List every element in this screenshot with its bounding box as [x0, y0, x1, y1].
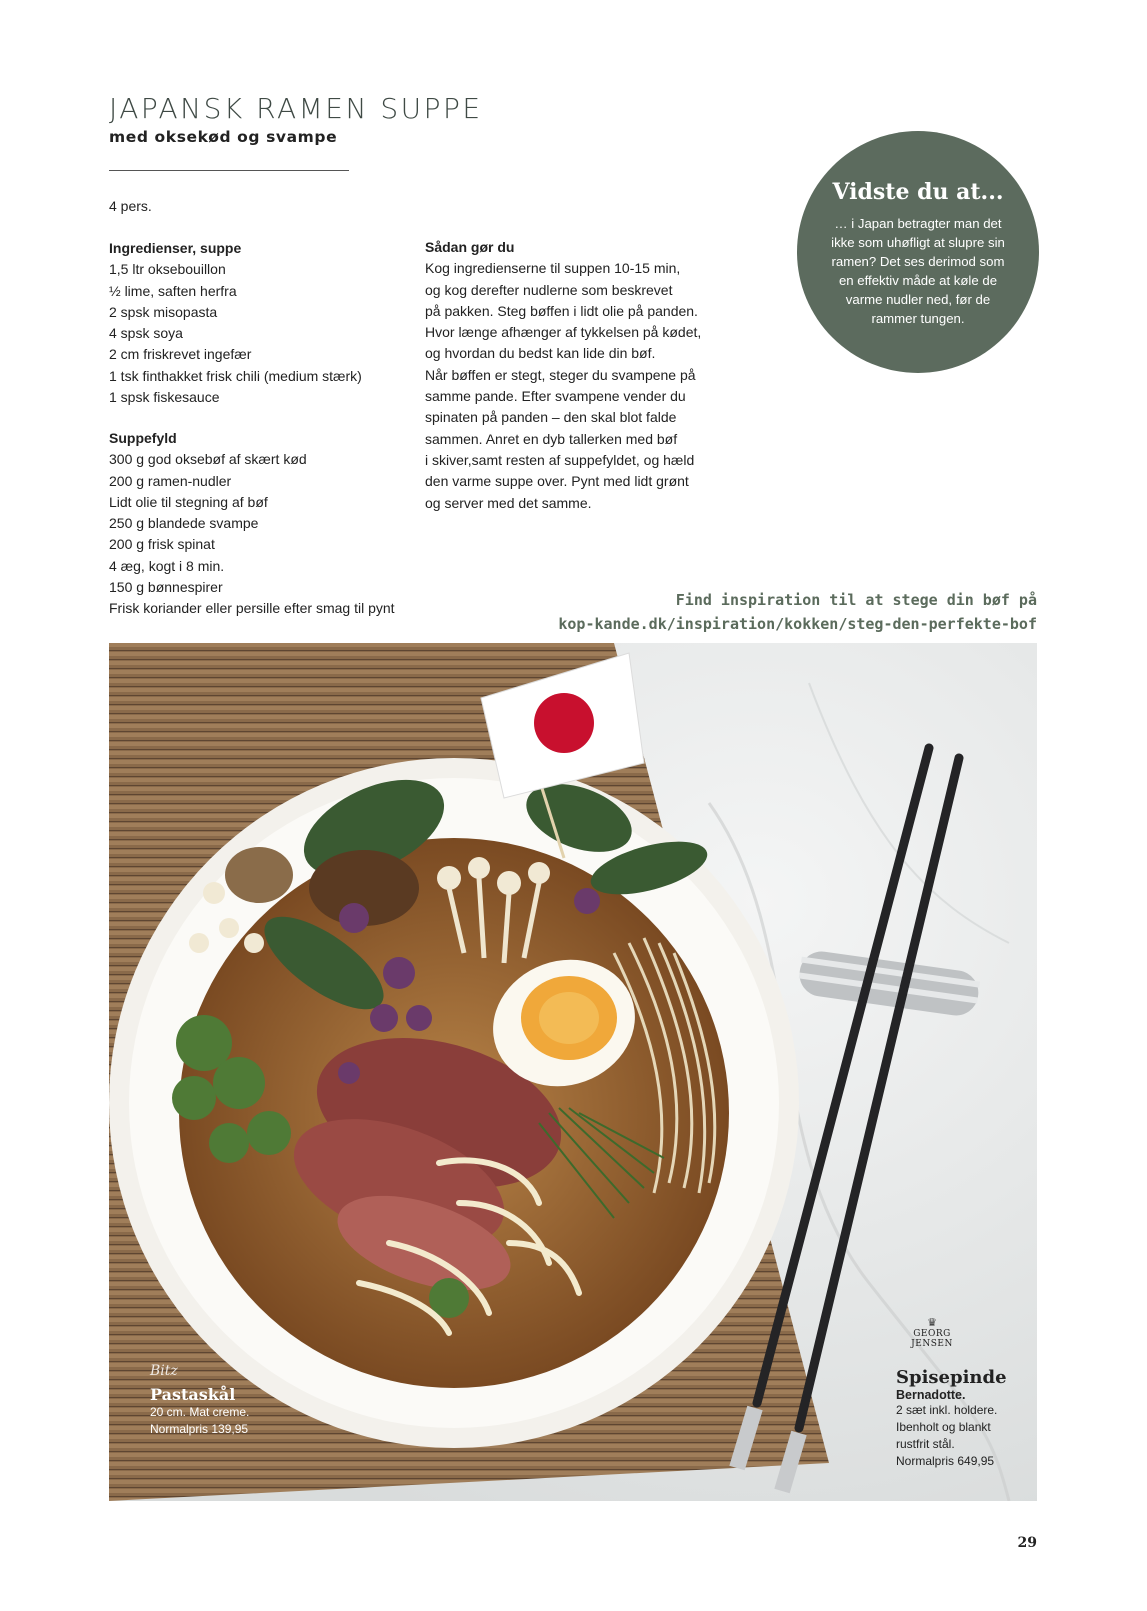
did-you-know-heading: Vidste du at... [832, 179, 1004, 205]
product-chopsticks-price: Normalpris 649,95 [896, 1454, 995, 1468]
ramen-photo [109, 643, 1037, 1501]
ingredient-item: 150 g bønnespirer [109, 579, 223, 596]
ingredient-item: 1 tsk finthakket frisk chili (medium stærk) [109, 367, 362, 384]
method-line: Hvor længe afhænger af tykkelsen på kødet, [425, 324, 702, 341]
product-bowl-price: Normalpris 139,95 [150, 1422, 249, 1436]
ingredient-item: ½ lime, saften herfra [109, 282, 237, 299]
method-line: sammen. Anret en dyb tallerken med bøf [425, 430, 678, 447]
product-caption-bowl [150, 1363, 249, 1438]
method-line: Kog ingredienserne til suppen 10-15 min, [425, 260, 681, 277]
inspiration-link[interactable] [558, 588, 1037, 636]
method-line: i skiver,samt resten af suppefyldet, og hæld [425, 451, 695, 468]
ingredient-item: 250 g blandede svampe [109, 515, 259, 532]
product-chopsticks-title: Spisepinde [896, 1367, 1007, 1388]
ingredient-item: 4 spsk soya [109, 325, 183, 342]
page-title: JAPANSK RAMEN SUPPE [109, 92, 483, 125]
product-bowl-desc: 20 cm. Mat creme. [150, 1405, 250, 1419]
inspiration-line-1: Find inspiration til at stege din bøf på [675, 591, 1037, 609]
ingredient-item: 1 spsk fiskesauce [109, 389, 220, 406]
crown-icon: ♛ [927, 1317, 937, 1329]
product-chopsticks-desc: 2 sæt inkl. holdere. [896, 1403, 998, 1417]
ingredient-item: Lidt olie til stegning af bøf [109, 493, 268, 510]
did-you-know-circle [797, 131, 1039, 373]
ingredient-item: 200 g ramen-nudler [109, 472, 232, 489]
product-caption-chopsticks [896, 1316, 1007, 1470]
method [425, 237, 701, 514]
method-line: spinaten på panden – den skal blot falde [425, 409, 677, 426]
ingredients-filling-heading: Suppefyld [109, 430, 177, 446]
method-line: og server med det samme. [425, 494, 592, 511]
did-you-know-body: … i Japan betragter man det ikke som uhøfligt at slupre sin ramen? Det ses derimod som en effektiv måde at køle de varme nudler ned, før de rammer tungen. [831, 216, 1005, 326]
page-number: 29 [1017, 1535, 1037, 1551]
ingredient-item: 300 g god oksebøf af skært kød [109, 451, 307, 468]
ingredients-filling [109, 428, 395, 620]
ingredient-item: 4 æg, kogt i 8 min. [109, 557, 225, 574]
method-line: og hvordan du bedst kan lide din bøf. [425, 345, 656, 362]
page-subtitle: med oksekød og svampe [109, 128, 338, 146]
ingredients-soup [109, 238, 362, 408]
product-bowl-title: Pastaskål [150, 1385, 236, 1404]
ingredient-item: 2 spsk misopasta [109, 303, 218, 320]
servings: 4 pers. [109, 198, 152, 214]
method-heading: Sådan gør du [425, 239, 515, 255]
method-line: på pakken. Steg bøffen i lidt olie på panden. [425, 302, 698, 319]
ingredient-item: Frisk koriander eller persille efter smag til pynt [109, 600, 395, 617]
title-divider [109, 170, 349, 171]
inspiration-url[interactable]: kop-kande.dk/inspiration/kokken/steg-den-perfekte-bof [558, 615, 1037, 633]
product-chopsticks-subtitle: Bernadotte. [896, 1388, 966, 1402]
method-line: og kog derefter nudlerne som beskrevet [425, 281, 673, 298]
ingredient-item: 200 g frisk spinat [109, 536, 215, 553]
ingredient-item: 2 cm friskrevet ingefær [109, 346, 252, 363]
product-chopsticks-desc: Ibenholt og blankt [896, 1420, 991, 1434]
method-line: den varme suppe over. Pynt med lidt grønt [425, 473, 689, 490]
designer-signature: Bitz [150, 1363, 178, 1379]
brand-logo: GEORG JENSEN [911, 1329, 953, 1349]
method-line: samme pande. Efter svampene vender du [425, 388, 686, 405]
product-chopsticks-desc: rustfrit stål. [896, 1437, 955, 1451]
ingredient-item: 1,5 ltr oksebouillon [109, 261, 226, 278]
method-line: Når bøffen er stegt, steger du svampene på [425, 366, 696, 383]
ingredients-soup-heading: Ingredienser, suppe [109, 240, 242, 256]
